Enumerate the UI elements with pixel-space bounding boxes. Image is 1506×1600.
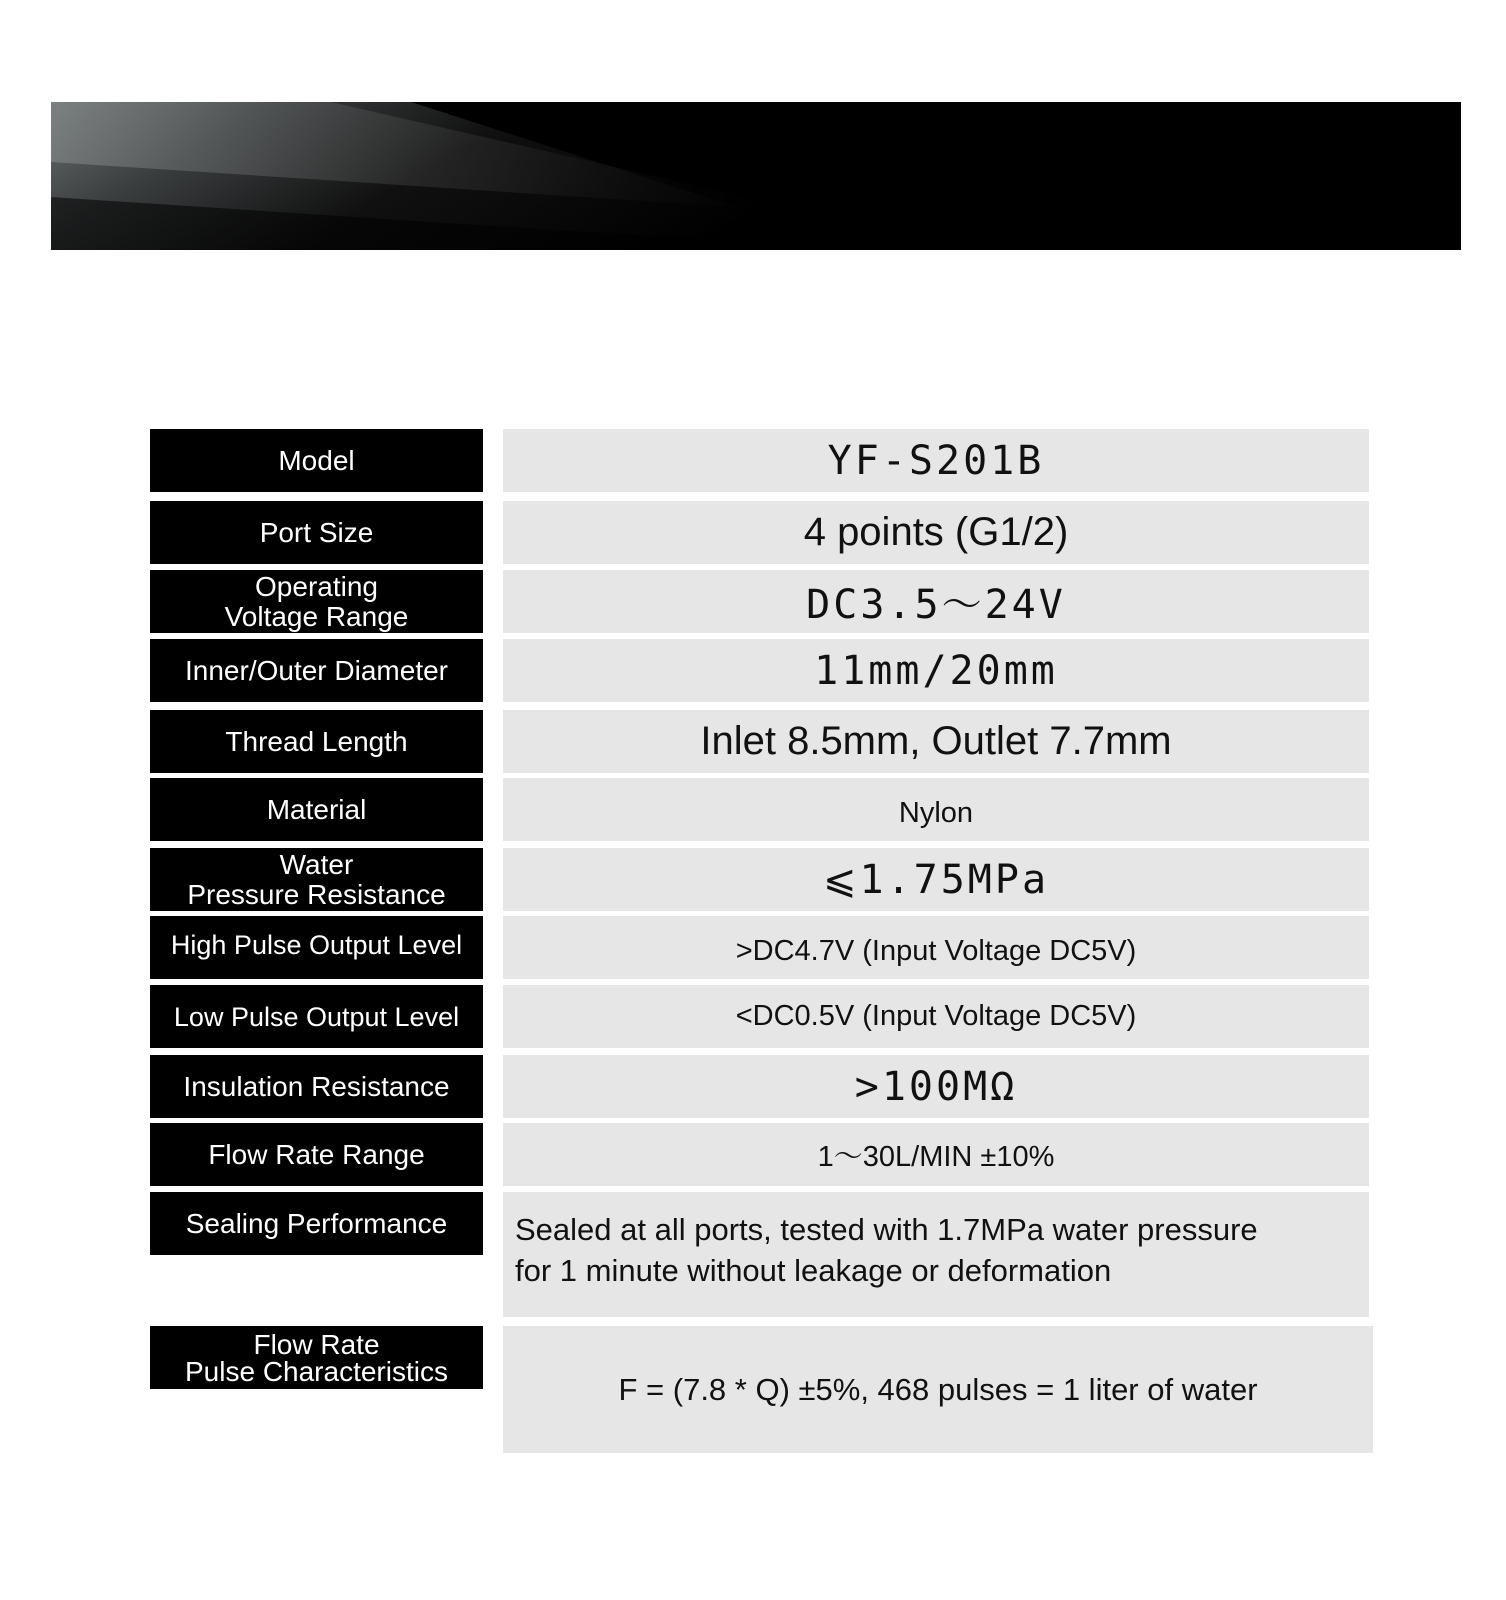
spec-value: Inlet 8.5mm, Outlet 7.7mm [503,710,1369,773]
spec-label: Material [150,778,483,841]
spec-value: 1～30L/MIN ±10% [503,1123,1369,1186]
spec-label: Insulation Resistance [150,1055,483,1118]
spec-value: YF-S201B [503,429,1369,492]
spec-label: High Pulse Output Level [150,916,483,979]
spec-value: DC3.5～24V [503,570,1369,633]
spec-row-flow-range [150,1123,1370,1186]
spec-label: Inner/Outer Diameter [150,639,483,702]
spec-value: >DC4.7V (Input Voltage DC5V) [503,916,1369,979]
spec-label: Flow Rate Range [150,1123,483,1186]
spec-label: Operating Voltage Range [150,570,483,633]
spec-row-insulation [150,1055,1370,1118]
spec-label: Port Size [150,501,483,564]
spec-row-voltage-range [150,570,1370,633]
spec-label: Thread Length [150,710,483,773]
spec-label: Sealing Performance [150,1192,483,1255]
spec-row-diameter [150,639,1370,702]
spec-value: ⩽1.75MPa [503,848,1369,911]
spec-row-high-pulse [150,916,1370,979]
spec-value: >100MΩ [503,1055,1369,1118]
spec-row-model [150,429,1370,492]
spec-value: 4 points (G1/2) [503,501,1369,564]
spec-value: Sealed at all ports, tested with 1.7MPa water pressure for 1 minute without leakage or deformation [503,1192,1369,1317]
spec-label: Model [150,429,483,492]
spec-label: Flow Rate Pulse Characteristics [150,1326,483,1389]
spec-row-sealing [150,1192,1370,1317]
spec-row-thread-length [150,710,1370,773]
spec-row-pressure-resistance [150,848,1370,911]
spec-label: Low Pulse Output Level [150,985,483,1048]
spec-row-low-pulse [150,985,1370,1048]
spec-value: F = (7.8 * Q) ±5%, 468 pulses = 1 liter of water [503,1326,1373,1453]
banner-graphic [51,102,1461,250]
header-banner [51,102,1461,250]
spec-value: 11mm/20mm [503,639,1369,702]
spec-label: Water Pressure Resistance [150,848,483,911]
spec-value: <DC0.5V (Input Voltage DC5V) [503,985,1369,1048]
spec-row-pulse-characteristics [150,1326,1370,1453]
spec-row-material [150,778,1370,841]
spec-value: Nylon [503,778,1369,841]
spec-row-port-size [150,501,1370,564]
